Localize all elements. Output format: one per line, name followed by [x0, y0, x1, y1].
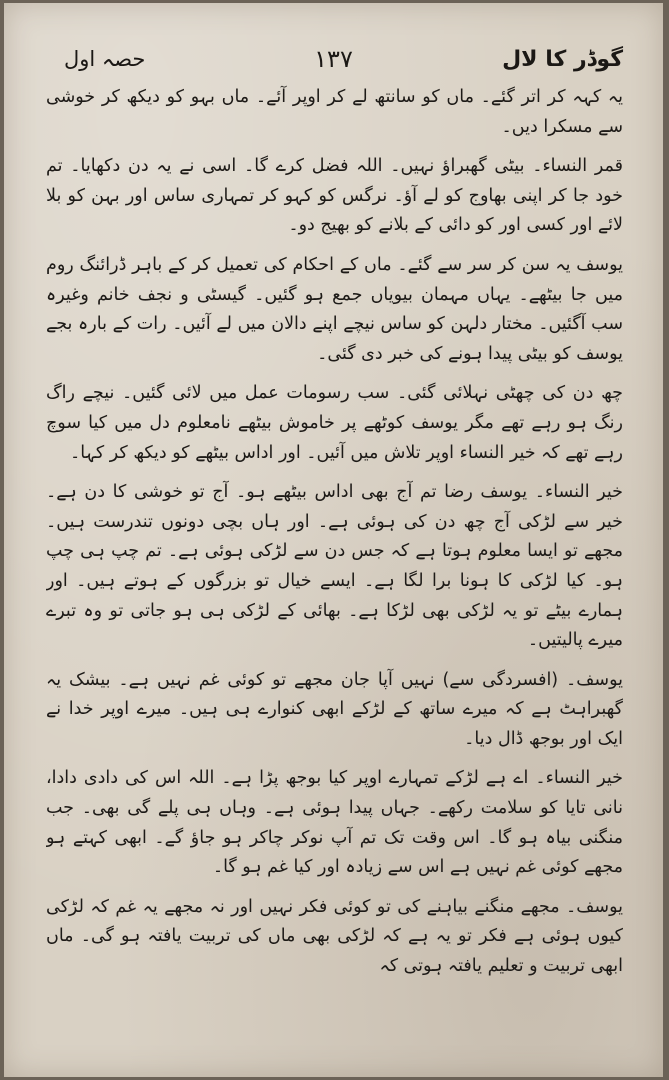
page-header [44, 41, 623, 81]
book-title: گوڈر کا لال [502, 47, 623, 72]
document-body [46, 83, 623, 1063]
paragraph: قمر النساء۔ بیٹی گھبراؤ نہیں۔ اللہ فضل کرے گا۔ اسی نے یہ دن دکھایا۔ تم خود جا کر اپنی بھاوج کو لے آؤ۔ نرگس کو کہو کر تمہاری ساس اور بہن کو بلا لائے اور کسی اور کو دائی کے بلانے کو بھیج دو۔ [46, 156, 623, 236]
paragraph: خیر النساء۔ یوسف رضا تم آج بھی اداس بیٹھے ہو۔ آج تو خوشی کا دن ہے۔ خیر سے لڑکی آج چھ دن کی ہوئی ہے۔ اور ہاں بچی دونوں تندرست ہیں۔ مجھے تو ایسا معلوم ہوتا ہے کہ جس دن سے لڑکی ہوئی ہے۔ تم چپ ہی چپ ہو۔ کیا لڑکی کا ہونا برا لگا ہے۔ ایسے خیال تو بزرگوں کے ہوتے ہیں۔ اور ہمارے بیٹے تو یہ لڑکی بھی لڑکا ہے۔ بھائی کے لڑکی ہی ہو جاتی تو وہ تبرے میرے پالیتیں۔ [46, 482, 623, 651]
paragraph: یہ کہہ کر اتر گئے۔ ماں کو سانتھ لے کر اوپر آئے۔ ماں بہو کو دیکھ کر خوشی سے مسکرا دیں۔ [46, 87, 623, 137]
paragraph: یوسف۔ مجھے منگنے بیاہنے کی تو کوئی فکر نہیں اور نہ مجھے یہ غم کہ لڑکی کیوں ہوئی ہے فکر تو یہ ہے کہ لڑکی بھی ماں کی تربیت یافتہ ہو گی۔ ماں ابھی تربیت و تعلیم یافتہ ہوتی کہ [46, 896, 623, 977]
document-page [4, 3, 663, 1077]
paragraph: یوسف۔ (افسردگی سے) نہیں آپا جان مجھے تو کوئی غم نہیں ہے۔ بیشک یہ گھبراہٹ ہے کہ میرے ساتھ کے لڑکے ابھی کنوارے ہی ہیں۔ میرے اوپر خدا نے ایک اور بوجھ ڈال دیا۔ [46, 669, 623, 749]
paragraph: یوسف یہ سن کر سر سے گئے۔ ماں کے احکام کی تعمیل کر کے باہر ڈرائنگ روم میں جا بیٹھے۔ یہاں مہمان بیویاں جمع ہو گئیں۔ گیسٹی و نجف خانم وغیرہ سب آگئیں۔ مختار دلہن کو ساس نیچے اپنے دالان میں لے آئیں۔ رات کے بارہ بجے یوسف کو بیٹی پیدا ہونے کی خبر دی گئی۔ [46, 254, 623, 364]
paragraph: خیر النساء۔ اے ہے لڑکے تمہارے اوپر کیا بوجھ پڑا ہے۔ اللہ اس کی دادی دادا، نانی تایا کو سلامت رکھے۔ جہاں پیدا ہوئی ہے۔ وہاں ہی پلے گی بھی۔ جب منگنی بیاہ ہو گا۔ اس وقت تک تم آپ نوکر چاکر ہو جاؤ گے۔ ابھی کہتے ہو مجھے کوئی غم نہیں ہے اس سے زیادہ اور کیا غم ہو گا۔ [46, 768, 623, 878]
paragraph: چھ دن کی چھٹی نہلائی گئی۔ سب رسومات عمل میں لائی گئیں۔ نیچے راگ رنگ ہو رہے تھے مگر یوسف کوٹھے پر خاموش بیٹھے نامعلوم دل میں کیا سوچ رہے تھے کہ خیر النساء اوپر تلاش میں آئیں۔ اور اداس بیٹھے کو دیکھ کر کہا۔ [46, 383, 623, 463]
section-label: حصہ اول [64, 47, 146, 71]
page-number: ۱۳۷ [314, 45, 353, 73]
